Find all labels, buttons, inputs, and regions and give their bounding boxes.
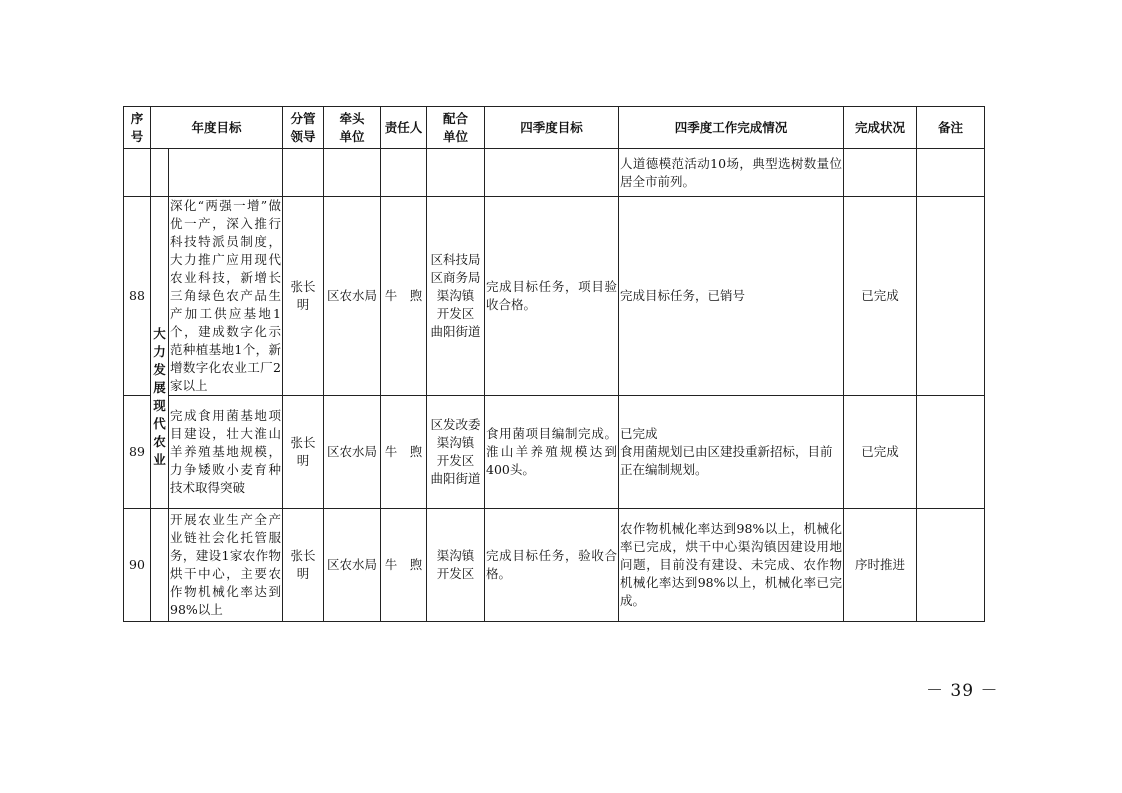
cell-status: 序时推进 (844, 509, 917, 622)
cell-empty (427, 149, 485, 197)
cell-goal: 完成食用菌基地项目建设，壮大淮山羊养殖基地规模，力争矮败小麦育种技术取得突破 (169, 396, 283, 509)
category-char: 农 (153, 434, 166, 449)
header-coop-unit: 配合单位 (427, 107, 485, 149)
category-char: 代 (153, 416, 166, 431)
cell-empty (124, 149, 151, 197)
table-row-continued (124, 149, 985, 197)
cell-leader: 张长明 (283, 396, 324, 509)
cell-empty (917, 149, 985, 197)
cell-leader: 张长明 (283, 197, 324, 396)
cell-coop-unit: 渠沟镇 开发区 (427, 509, 485, 622)
cell-person: 牛 煦 (381, 509, 427, 622)
cell-empty (381, 149, 427, 197)
cell-coop-unit: 区科技局 区商务局 渠沟镇 开发区 曲阳街道 (427, 197, 485, 396)
header-row (124, 107, 985, 149)
header-q4-goal: 四季度目标 (485, 107, 619, 149)
cell-seq: 89 (124, 396, 151, 509)
category-char: 展 (153, 380, 166, 395)
cell-person: 牛 煦 (381, 396, 427, 509)
cell-empty (485, 149, 619, 197)
cell-empty (169, 149, 283, 197)
cell-empty (844, 149, 917, 197)
page-number: － 39 － (926, 681, 999, 701)
cell-progress: 人道德模范活动10场，典型选树数量位居全市前列。 (619, 149, 844, 197)
cell-note (917, 197, 985, 396)
cell-goal: 开展农业生产全产业链社会化托管服务，建设1家农作物烘干中心，主要农作物机械化率达到98%以上 (169, 509, 283, 622)
cell-seq: 90 (124, 509, 151, 622)
cell-seq: 88 (124, 197, 151, 396)
cell-status: 已完成 (844, 197, 917, 396)
cell-progress: 完成目标任务，已销号 (619, 197, 844, 396)
header-q4-progress: 四季度工作完成情况 (619, 107, 844, 149)
header-person: 责任人 (381, 107, 427, 149)
header-status: 完成状况 (844, 107, 917, 149)
category-cell-empty (151, 509, 169, 622)
cell-empty (324, 149, 381, 197)
header-seq: 序号 (124, 107, 151, 149)
cell-note (917, 396, 985, 509)
category-label (151, 197, 169, 509)
cell-lead-unit: 区农水局 (324, 197, 381, 396)
category-char: 业 (153, 452, 166, 467)
cell-goal: 深化“两强一增”做优一产，深入推行科技特派员制度，大力推广应用现代农业科技，新增长三角绿色农产品生产加工供应基地1个，建成数字化示范种植基地1个，新增数字化农业工厂2家以上 (169, 197, 283, 396)
header-goal: 年度目标 (151, 107, 283, 149)
header-note: 备注 (917, 107, 985, 149)
cell-progress: 已完成 食用菌规划已由区建投重新招标，目前正在编制规划。 (619, 396, 844, 509)
cell-status: 已完成 (844, 396, 917, 509)
category-char: 力 (153, 344, 166, 359)
cell-empty (283, 149, 324, 197)
work-target-table (123, 106, 985, 622)
cell-q4-goal: 食用菌项目编制完成。淮山羊养殖规模达到400头。 (485, 396, 619, 509)
table-row (124, 197, 985, 396)
cell-coop-unit: 区发改委 渠沟镇 开发区 曲阳街道 (427, 396, 485, 509)
cell-progress: 农作物机械化率达到98%以上，机械化率已完成，烘干中心渠沟镇因建设用地问题，目前没有建设、未完成、农作物机械化率达到98%以上，机械化率已完成。 (619, 509, 844, 622)
table-row (124, 396, 985, 509)
cell-person: 牛 煦 (381, 197, 427, 396)
header-leader: 分管领导 (283, 107, 324, 149)
cell-lead-unit: 区农水局 (324, 396, 381, 509)
cell-q4-goal: 完成目标任务，项目验收合格。 (485, 197, 619, 396)
cell-empty (151, 149, 169, 197)
cell-leader: 张长明 (283, 509, 324, 622)
cell-q4-goal: 完成目标任务，验收合格。 (485, 509, 619, 622)
category-char: 发 (153, 362, 166, 377)
category-char: 现 (153, 398, 166, 413)
table-row (124, 509, 985, 622)
category-char: 大 (153, 326, 166, 341)
cell-note (917, 509, 985, 622)
cell-lead-unit: 区农水局 (324, 509, 381, 622)
header-lead-unit: 牵头单位 (324, 107, 381, 149)
